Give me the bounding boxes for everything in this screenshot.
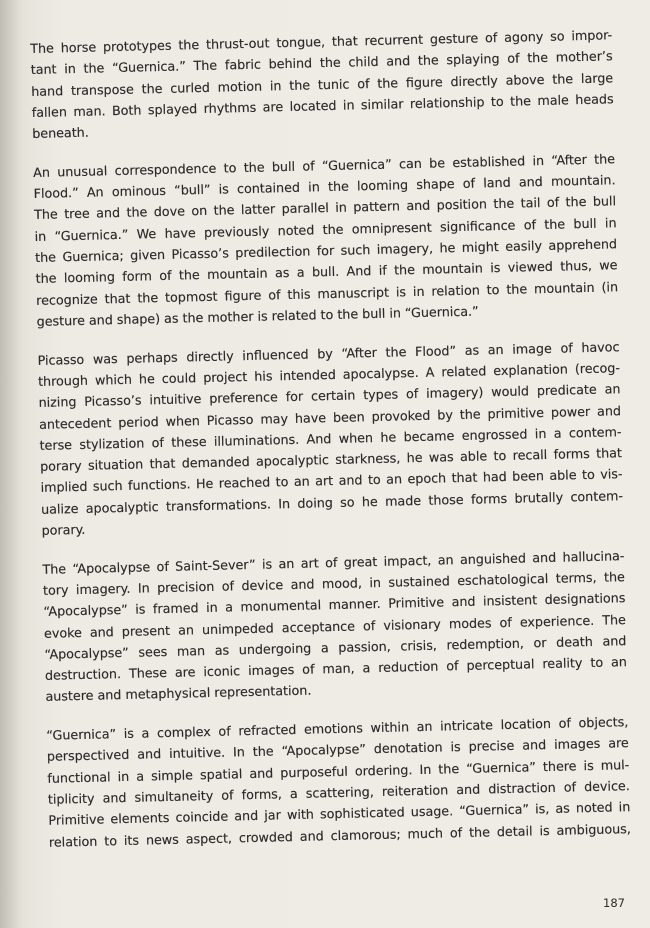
text-line: The horse prototypes the thrust-out tongue, that recurrent gesture of agony so impor-	[30, 27, 613, 56]
text-line: antecedent period when Picasso may have been provoked by the primitive power and	[38, 402, 622, 432]
gutter-shadow	[0, 0, 20, 928]
text-line: austere and metaphysical representation.	[45, 683, 312, 705]
text-line: tiplicity and simultaneity of forms, a scattering, reiteration and distraction of device.	[47, 778, 630, 807]
text-line: hand transpose the curled motion in the tunic of the figure directly above the large	[31, 69, 614, 99]
paragraph-5	[46, 711, 631, 852]
text-line: Flood.” An ominous “bull” is contained in the looming shape of land and mountain.	[33, 172, 616, 202]
text-line: An unusual correspondence to the bull of “Guernica” can be established in “After the	[32, 151, 616, 180]
text-line: implied such functions. He reached to an art and to an epoch that had been able to vis-	[40, 466, 623, 496]
text-line: “Apocalypse” sees man as undergoing a passion, crisis, redemption, or death and	[44, 633, 627, 662]
paragraph-4	[42, 545, 627, 708]
paragraph-2	[33, 148, 619, 332]
text-line: gesture and shape) as the mother is related to the bull in “Guernica.”	[36, 303, 479, 329]
text-line: porary.	[41, 521, 86, 538]
text-line: evoke and present an unimpeded acceptance of visionary modes of experience. The	[43, 611, 627, 641]
text-line: Primitive elements coincide and jar with sophisticated usage. “Guernica” is, as noted in	[48, 799, 631, 829]
text-line: The tree and the dove on the latter parallel in pattern and position the tail of the bull	[33, 193, 617, 223]
paragraph-1	[30, 24, 614, 144]
text-line: fallen man. Both splayed rhythms are located in similar relationship to the male heads	[31, 91, 614, 120]
text-line: “Guernica” is a complex of refracted emotions within an intricate location of objects,	[46, 714, 629, 743]
text-line: the looming form of the mountain as a bull. And if the mountain is viewed thus, we	[35, 257, 618, 287]
text-line: recognize that the topmost figure of this manuscript is in relation to the mountain (in	[35, 278, 619, 308]
text-line: the Guernica; given Picasso’s predilection for such imagery, he might easily apprehend	[34, 236, 618, 265]
text-line: The “Apocalypse of Saint-Sever” is an art of great impact, an anguished and hallucina-	[42, 547, 625, 577]
text-line: beneath.	[32, 124, 89, 142]
text-line: porary situation that demanded apocalyptic starkness, he was able to recall forms that	[39, 445, 623, 475]
text-line: Picasso was perhaps directly influenced by “After the Flood” as an image of havoc	[37, 338, 620, 368]
text-line: destruction. These are iconic images of man, a reduction of perceptual reality to an	[44, 654, 628, 684]
text-line: perspectived and intuitive. In the “Apocalypse” denotation is precise and images are	[46, 735, 629, 765]
text-line: tory imagery. In precision of device and mood, in sustained eschatological terms, the	[42, 569, 626, 598]
text-line: ualize apocalyptic transformations. In doing so he made those forms brutally contem-	[40, 487, 624, 517]
text-line: “Apocalypse” is framed in a monumental manner. Primitive and insistent designations	[43, 590, 626, 620]
text-line: terse stylization of these illuminations. And when he became engrossed in a contem-	[39, 424, 622, 453]
text-line: tant in the “Guernica.” The fabric behind the child and the splaying of the mother’s	[30, 48, 613, 78]
text-line: nizing Picasso’s intuitive preference for certain types of imagery) would predicate an	[38, 381, 621, 411]
text-line: through which he could project his intended apocalypse. A related explanation (recog-	[37, 360, 621, 389]
paragraph-3	[37, 336, 623, 541]
page-number: 187	[603, 896, 625, 910]
text-line: in “Guernica.” We have previously noted the omnipresent significance of the bull in	[34, 215, 617, 244]
text-line: relation to its news aspect, crowded and clamorous; much of the detail is ambiguous,	[48, 820, 631, 850]
body-text	[30, 24, 631, 870]
text-line: functional in a simple spatial and purposeful ordering. In the “Guernica” there is mul-	[47, 756, 630, 786]
